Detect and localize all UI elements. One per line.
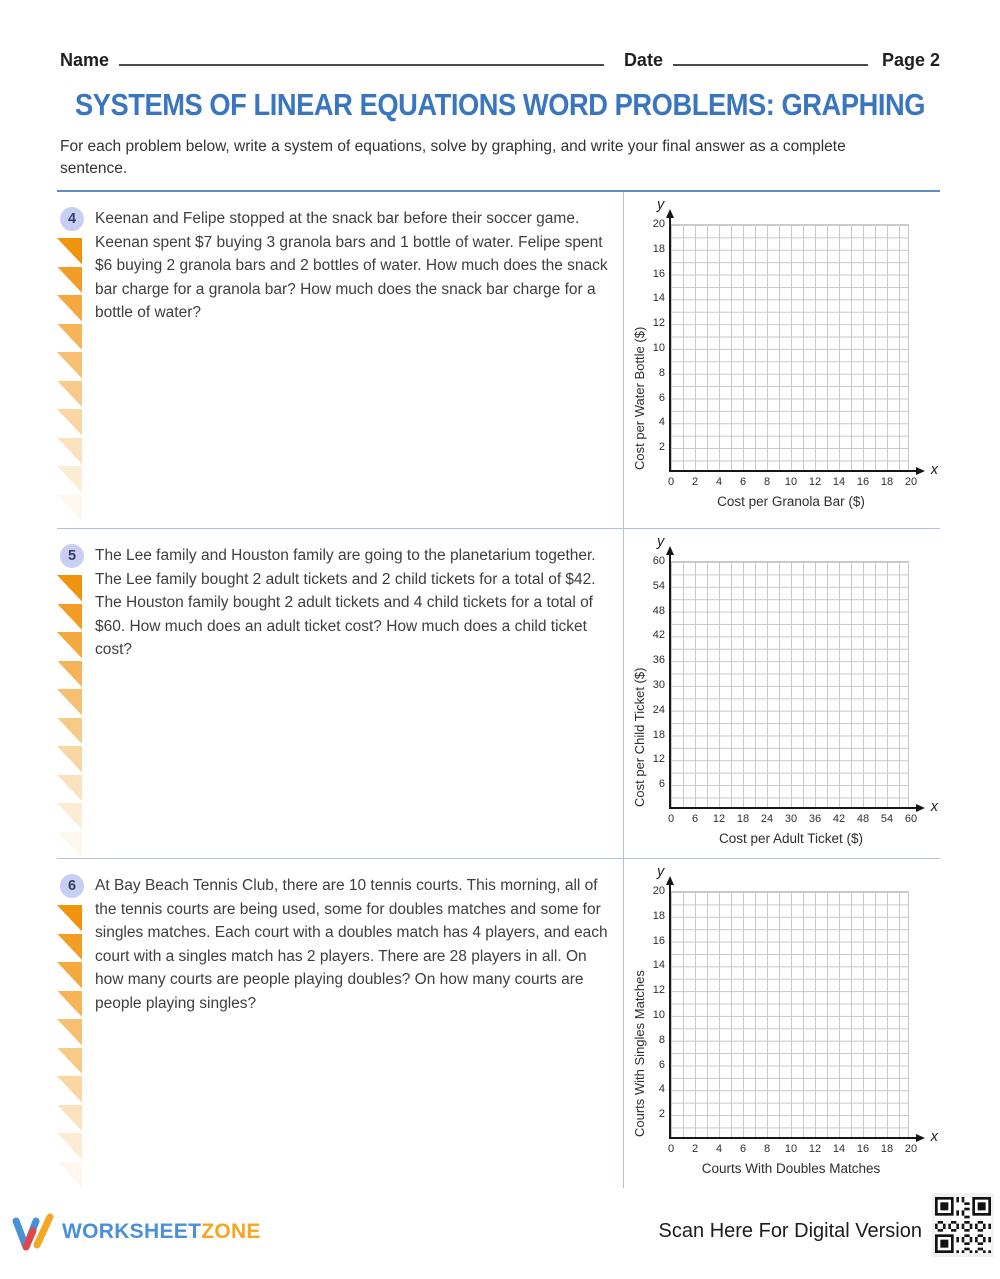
y-tick-label: 10	[652, 1009, 665, 1021]
problem-text-column	[57, 192, 623, 528]
y-tick-label: 20	[652, 885, 665, 897]
graph-grid	[632, 534, 938, 846]
y-tick-label: 4	[658, 416, 665, 429]
y-tick-label: 18	[652, 909, 665, 922]
triangle-icon	[57, 803, 82, 830]
x-tick-label: 0	[667, 1143, 675, 1155]
y-axis-arrow-icon	[666, 209, 674, 218]
problem-section-5	[57, 529, 940, 859]
triangle-icon	[57, 718, 82, 745]
y-axis-arrow-icon	[666, 876, 674, 885]
triangle-icon	[57, 991, 82, 1018]
x-tick-label: 6	[739, 476, 747, 488]
triangle-icon	[57, 604, 82, 631]
triangle-icon	[57, 575, 82, 602]
triangle-icon	[57, 746, 82, 773]
x-tick-label: 14	[832, 476, 846, 488]
triangle-icon	[57, 1019, 82, 1046]
x-tick-label: 54	[880, 813, 894, 825]
triangle-icon	[57, 962, 82, 989]
y-tick-label: 18	[652, 728, 665, 741]
x-axis-letter: x	[930, 462, 938, 478]
y-tick-label: 14	[652, 292, 665, 305]
logo-text-zone: ZONE	[201, 1219, 261, 1243]
x-axis-title: Cost per Adult Ticket ($)	[718, 831, 864, 846]
triangle-icon	[57, 495, 82, 522]
triangle-icon	[57, 832, 82, 859]
y-axis-letter: y	[657, 197, 665, 213]
y-tick-label: 6	[658, 1058, 665, 1071]
y-tick-label: 30	[652, 679, 665, 691]
coordinate-graph	[624, 859, 940, 1188]
name-blank-line	[119, 50, 604, 66]
triangle-decoration	[57, 238, 82, 523]
instructions-text: For each problem below, write a system of equations, solve by graphing, and write your final answer as a complete sentence.	[60, 138, 846, 177]
x-tick-label: 24	[760, 813, 774, 825]
x-tick-label: 14	[832, 1143, 846, 1155]
x-tick-label: 30	[784, 813, 798, 825]
y-tick-label: 16	[652, 934, 665, 947]
y-tick-label: 2	[658, 1108, 665, 1121]
y-tick-label: 24	[652, 703, 665, 716]
y-axis-title: Courts With Singles Matches	[632, 970, 647, 1137]
triangle-decoration	[57, 905, 82, 1190]
logo-text-worksheet: WORKSHEET	[62, 1219, 202, 1243]
triangle-icon	[57, 905, 82, 932]
graph-grid	[632, 864, 938, 1176]
x-tick-label: 8	[763, 476, 771, 488]
graph-column	[624, 192, 940, 528]
triangle-icon	[57, 381, 82, 408]
y-tick-label: 20	[652, 218, 665, 230]
x-tick-label: 8	[763, 1143, 771, 1155]
scan-here-text: Scan Here For Digital Version	[658, 1220, 922, 1242]
x-tick-labels	[667, 1137, 918, 1157]
y-tick-label: 4	[658, 1083, 665, 1096]
graph-column	[624, 859, 940, 1188]
problem-number-badge: 4	[60, 207, 84, 231]
date-blank-line	[673, 50, 868, 66]
x-tick-label: 0	[667, 813, 675, 825]
triangle-icon	[57, 934, 82, 961]
problem-number-badge: 5	[60, 544, 84, 568]
y-tick-label: 8	[658, 1033, 665, 1046]
worksheet-header	[0, 0, 1000, 74]
triangle-icon	[57, 466, 82, 493]
coordinate-graph	[624, 529, 940, 858]
triangle-icon	[57, 1133, 82, 1160]
name-label: Name	[60, 50, 110, 70]
triangle-icon	[57, 1076, 82, 1103]
problem-section-4	[57, 192, 940, 529]
logo-wordmark	[62, 1220, 261, 1244]
x-tick-label: 4	[715, 476, 723, 488]
triangle-icon	[57, 238, 82, 265]
y-tick-label: 42	[652, 629, 665, 642]
x-tick-label: 12	[808, 1143, 822, 1155]
x-axis-arrow-icon	[916, 467, 925, 475]
y-axis-title: Cost per Water Bottle ($)	[632, 326, 647, 470]
triangle-icon	[57, 267, 82, 294]
y-tick-label: 2	[658, 441, 665, 454]
x-tick-label: 60	[904, 813, 918, 825]
y-axis-title: Cost per Child Ticket ($)	[632, 667, 647, 807]
problem-text-column	[57, 859, 623, 1188]
x-tick-label: 18	[880, 1143, 894, 1155]
problem-text: At Bay Beach Tennis Club, there are 10 tennis courts. This morning, all of the tennis courts are being used, some for doubles matches and some for singles matches. Each court with a doubles match has 4 players, and each court with a singles match has 2 players. There are 28 players in all. On how many courts are people playing doubles? On how many courts are people playing singles?	[95, 877, 608, 1012]
problem-section-6	[57, 859, 940, 1188]
y-tick-label: 36	[652, 654, 665, 667]
problem-text-column	[57, 529, 623, 858]
x-tick-label: 20	[904, 476, 918, 488]
triangle-icon	[57, 409, 82, 436]
y-tick-label: 12	[652, 984, 665, 997]
triangle-icon	[57, 438, 82, 465]
x-tick-label: 0	[667, 476, 675, 488]
y-tick-label: 12	[652, 753, 665, 766]
triangle-icon	[57, 689, 82, 716]
triangle-icon	[57, 775, 82, 802]
y-tick-label: 12	[652, 317, 665, 330]
worksheetzone-logo-icon	[12, 1209, 54, 1255]
x-tick-label: 16	[856, 1143, 870, 1155]
x-tick-label: 12	[808, 476, 822, 488]
y-axis-arrow-icon	[666, 546, 674, 555]
x-tick-label: 20	[904, 1143, 918, 1155]
x-axis-letter: x	[930, 1129, 938, 1145]
x-tick-label: 16	[856, 476, 870, 488]
x-tick-label: 36	[808, 813, 822, 825]
triangle-icon	[57, 1048, 82, 1075]
worksheetzone-logo	[12, 1209, 261, 1255]
y-tick-label: 8	[658, 366, 665, 379]
x-tick-label: 4	[715, 1143, 723, 1155]
y-tick-label: 18	[652, 242, 665, 255]
x-tick-label: 18	[736, 813, 750, 825]
x-tick-label: 42	[832, 813, 846, 825]
triangle-icon	[57, 1162, 82, 1189]
page-footer	[0, 1188, 1000, 1279]
problem-number-badge: 6	[60, 874, 84, 898]
y-axis-letter: y	[657, 864, 665, 880]
x-axis-arrow-icon	[916, 1134, 925, 1142]
y-tick-label: 10	[652, 342, 665, 354]
graph-column	[624, 529, 940, 858]
triangle-icon	[57, 324, 82, 351]
x-tick-label: 10	[784, 476, 798, 488]
y-tick-label: 6	[658, 778, 665, 791]
y-tick-label: 48	[652, 604, 665, 617]
y-tick-label: 60	[652, 555, 665, 567]
qr-code-icon	[935, 1197, 991, 1253]
x-tick-label: 6	[691, 813, 699, 825]
problem-text: The Lee family and Houston family are going to the planetarium together. The Lee family bought 2 adult tickets and 2 child tickets for a total of $42. The Houston family bought 2 adult tickets and 4 child tickets for a total of $60. How much does an adult ticket cost? How much does a child ticket cost?	[95, 547, 596, 658]
x-axis-title: Courts With Doubles Matches	[701, 1161, 881, 1176]
x-tick-label: 10	[784, 1143, 798, 1155]
graph-grid	[632, 197, 938, 509]
triangle-icon	[57, 661, 82, 688]
y-tick-label: 14	[652, 959, 665, 972]
page-number: Page 2	[881, 50, 940, 70]
triangle-icon	[57, 1105, 82, 1132]
date-label: Date	[623, 50, 663, 70]
x-tick-label: 2	[691, 1143, 699, 1155]
triangle-icon	[57, 295, 82, 322]
y-axis-letter: y	[657, 534, 665, 550]
x-tick-label: 48	[856, 813, 870, 825]
x-axis-arrow-icon	[916, 804, 925, 812]
x-tick-label: 2	[691, 476, 699, 488]
x-tick-label: 6	[739, 1143, 747, 1155]
x-tick-label: 18	[880, 476, 894, 488]
qr-code	[932, 1193, 994, 1257]
y-tick-label: 54	[652, 579, 665, 592]
y-tick-label: 6	[658, 391, 665, 404]
problem-text: Keenan and Felipe stopped at the snack bar before their soccer game. Keenan spent $7 buying 3 granola bars and 1 bottle of water. Felipe spent $6 buying 2 granola bars and 2 bottles of water. How much does the snack bar charge for a granola bar? How much does the snack bar charge for a bottle of water?	[95, 210, 608, 321]
x-tick-labels	[667, 470, 918, 490]
x-axis-letter: x	[930, 799, 938, 815]
y-tick-label: 16	[652, 267, 665, 280]
coordinate-graph	[624, 192, 940, 528]
triangle-icon	[57, 352, 82, 379]
triangle-decoration	[57, 575, 82, 860]
x-axis-title: Cost per Granola Bar ($)	[717, 494, 865, 509]
x-tick-label: 12	[712, 813, 726, 825]
page-title: SYSTEMS OF LINEAR EQUATIONS WORD PROBLEMS: GRAPHING	[74, 87, 926, 122]
x-tick-labels	[667, 807, 918, 827]
triangle-icon	[57, 632, 82, 659]
